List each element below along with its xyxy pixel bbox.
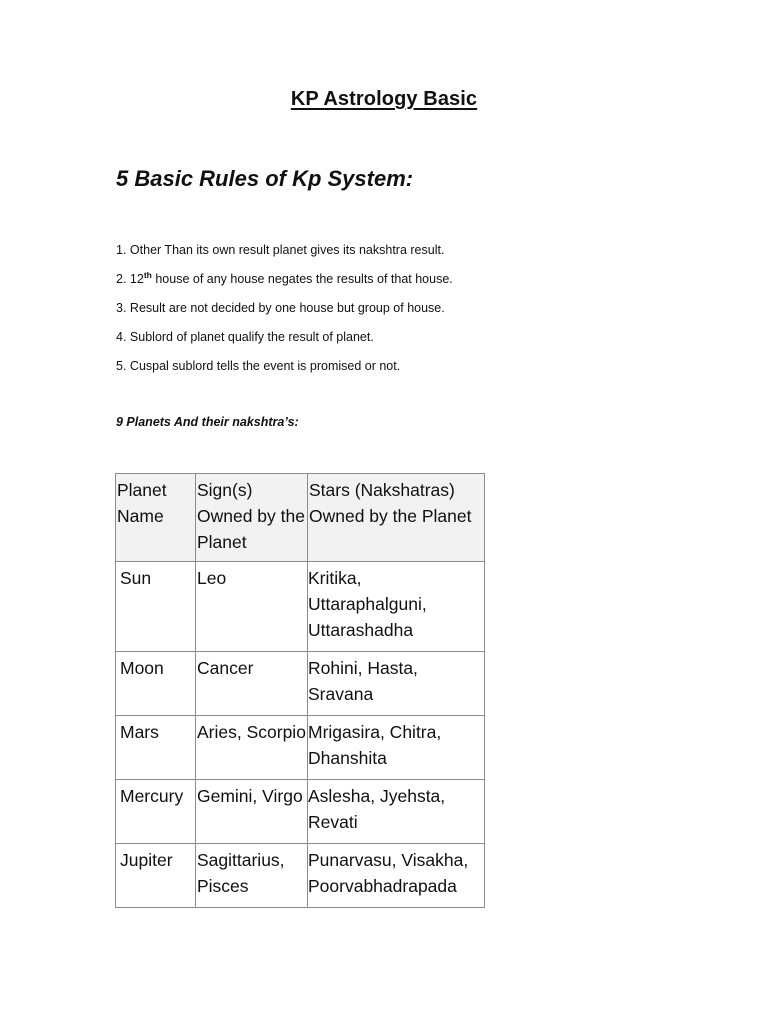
signs-cell: Sagittarius, Pisces	[196, 844, 308, 908]
column-header-stars: Stars (Nakshatras) Owned by the Planet	[308, 474, 485, 562]
planet-cell: Mars	[116, 716, 196, 780]
rule-number: 5.	[116, 359, 127, 373]
rule-number: 4.	[116, 330, 127, 344]
rule-number: 1.	[116, 243, 127, 257]
planet-cell: Moon	[116, 652, 196, 716]
rule-number: 3.	[116, 301, 127, 315]
stars-cell: Rohini, Hasta, Sravana	[308, 652, 485, 716]
table-row	[116, 780, 485, 844]
planet-cell: Jupiter	[116, 844, 196, 908]
stars-cell: Kritika, Uttaraphalguni, Uttarashadha	[308, 562, 485, 652]
rule-text: Cuspal sublord tells the event is promised or not.	[129, 359, 401, 373]
rule-text: Result are not decided by one house but group of house.	[129, 301, 445, 315]
column-header-signs: Sign(s) Owned by the Planet	[196, 474, 308, 562]
planets-table	[115, 473, 485, 908]
rule-number: 2.	[116, 272, 127, 286]
signs-cell: Aries, Scorpio	[196, 716, 308, 780]
table-header-row	[116, 474, 485, 562]
signs-cell: Gemini, Virgo	[196, 780, 308, 844]
rule-text-prefix: 12	[129, 272, 144, 286]
rules-heading: 5 Basic Rules of Kp System:	[116, 166, 414, 191]
table-row	[116, 844, 485, 908]
rule-superscript: th	[143, 270, 152, 280]
rule-item	[116, 327, 453, 356]
table-row	[116, 652, 485, 716]
table-row	[116, 716, 485, 780]
rule-text: Sublord of planet qualify the result of planet.	[129, 330, 374, 344]
stars-cell: Aslesha, Jyehsta, Revati	[308, 780, 485, 844]
stars-cell: Mrigasira, Chitra, Dhanshita	[308, 716, 485, 780]
signs-cell: Leo	[196, 562, 308, 652]
document-title: KP Astrology Basic	[290, 88, 478, 110]
planet-cell: Mercury	[116, 780, 196, 844]
stars-cell: Punarvasu, Visakha, Poorvabhadrapada	[308, 844, 485, 908]
rule-item	[116, 356, 453, 385]
planets-heading: 9 Planets And their nakshtra’s:	[116, 415, 299, 429]
rule-item	[116, 240, 453, 269]
table-row	[116, 562, 485, 652]
rule-text: Other Than its own result planet gives its nakshtra result.	[129, 243, 445, 257]
rule-text-suffix: house of any house negates the results of that house.	[151, 272, 453, 286]
rule-item	[116, 269, 453, 298]
rule-item	[116, 298, 453, 327]
rules-list	[116, 240, 453, 385]
signs-cell: Cancer	[196, 652, 308, 716]
planet-cell: Sun	[116, 562, 196, 652]
column-header-planet: Planet Name	[116, 474, 196, 562]
